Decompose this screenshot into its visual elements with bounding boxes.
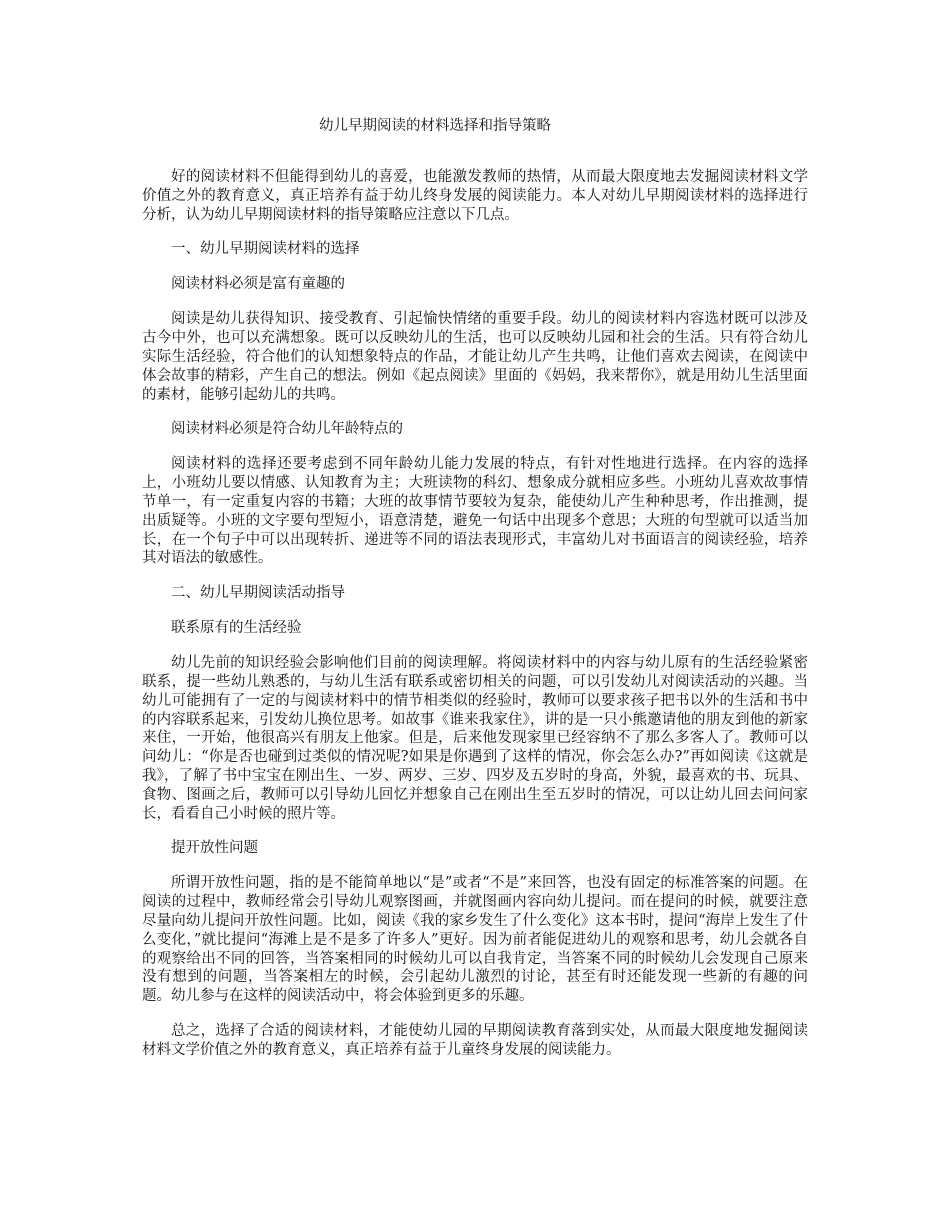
subheading-life-experience: 联系原有的生活经验 [171, 620, 302, 637]
paragraph-life-experience: 幼儿先前的知识经验会影响他们目前的阅读理解。将阅读材料中的内容与幼儿原有的生活经验紧密联系，提一些幼儿熟悉的，与幼儿生活有联系或密切相关的问题，可以引发幼儿对阅读活动的兴趣。当幼儿可能拥有了一定的与阅读材料中的情节相类似的经验时，教师可以要求孩子把书以外的生活和书中的内容联系起来，引发幼儿换位思考。如故事《谁来我家住》，讲的是一只小熊邀请他的朋友到他的新家来住，一开始，他很高兴有朋友上他家。但是，后来他发现家里已经容纳不了那么多客人了。教师可以问幼儿：“你是否也碰到过类似的情况呢?如果是你遇到了这样的情况，你会怎么办?”再如阅读《这就是我》，了解了书中宝宝在刚出生、一岁、两岁、三岁、四岁及五岁时的身高，外貌，最喜欢的书、玩具、食物、图画之后，教师可以引导幼儿回忆并想象自己在刚出生至五岁时的情况，可以让幼儿回去问问家长，看看自己小时候的照片等。 [142, 655, 808, 822]
subheading-interesting-material: 阅读材料必须是富有童趣的 [171, 276, 345, 293]
document-body [142, 168, 808, 1076]
document-title: 幼儿早期阅读的材料选择和指导策略 [319, 118, 551, 134]
section-heading-2: 二、幼儿早期阅读活动指导 [171, 585, 345, 602]
subheading-age-appropriate: 阅读材料必须是符合幼儿年龄特点的 [171, 421, 403, 438]
section-heading-1: 一、幼儿早期阅读材料的选择 [171, 241, 360, 258]
intro-paragraph: 好的阅读材料不但能得到幼儿的喜爱，也能激发教师的热情，从而最大限度地去发掘阅读材料文学价值之外的教育意义，真正培养有益于幼儿终身发展的阅读能力。本人对幼儿早期阅读材料的选择进行分析，认为幼儿早期阅读材料的指导策略应注意以下几点。 [142, 169, 808, 223]
paragraph-open-questions: 所谓开放性问题，指的是不能简单地以“是”或者“不是”来回答，也没有固定的标准答案的问题。在阅读的过程中，教师经常会引导幼儿观察图画，并就图画内容向幼儿提问。而在提问的时候，就要注意尽量向幼儿提问开放性问题。比如，阅读《我的家乡发生了什么变化》这本书时，提问“海岸上发生了什么变化，”就比提问“海滩上是不是多了许多人”更好。因为前者能促进幼儿的观察和思考，幼儿会就各自的观察给出不同的回答，当答案相同的时候幼儿可以自我肯定，当答案不同的时候幼儿会发现自己原来没有想到的问题，当答案相左的时候，会引起幼儿激烈的讨论，甚至有时还能发现一些新的有趣的问题。幼儿参与在这样的阅读活动中，将会体验到更多的乐趣。 [142, 875, 808, 1005]
conclusion-paragraph: 总之，选择了合适的阅读材料，才能使幼儿园的早期阅读教育落到实处，从而最大限度地发掘阅读材料文学价值之外的教育意义，真正培养有益于儿童终身发展的阅读能力。 [142, 1022, 808, 1058]
paragraph-interesting-material: 阅读是幼儿获得知识、接受教育、引起愉快情绪的重要手段。幼儿的阅读材料内容选材既可以涉及古今中外，也可以充满想象。既可以反映幼儿的生活，也可以反映幼儿园和社会的生活。只有符合幼儿实际生活经验，符合他们的认知想象特点的作品，才能让幼儿产生共鸣，让他们喜欢去阅读，在阅读中体会故事的精彩，产生自己的想法。例如《起点阅读》里面的《妈妈，我来帮你》，就是用幼儿生活里面的素材，能够引起幼儿的共鸣。 [142, 311, 808, 403]
paragraph-age-appropriate: 阅读材料的选择还要考虑到不同年龄幼儿能力发展的特点，有针对性地进行选择。在内容的选择上，小班幼儿要以情感、认知教育为主；大班读物的科幻、想象成分就相应多些。小班幼儿喜欢故事情节单一，有一定重复内容的书籍；大班的故事情节要较为复杂，能使幼儿产生种种思考，作出推测，提出质疑等。小班的文字要句型短小，语意清楚，避免一句话中出现多个意思；大班的句型就可以适当加长，在一个句子中可以出现转折、递进等不同的语法表现形式，丰富幼儿对书面语言的阅读经验，培养其对语法的敏感性。 [142, 456, 808, 567]
subheading-open-questions: 提开放性问题 [171, 840, 258, 857]
